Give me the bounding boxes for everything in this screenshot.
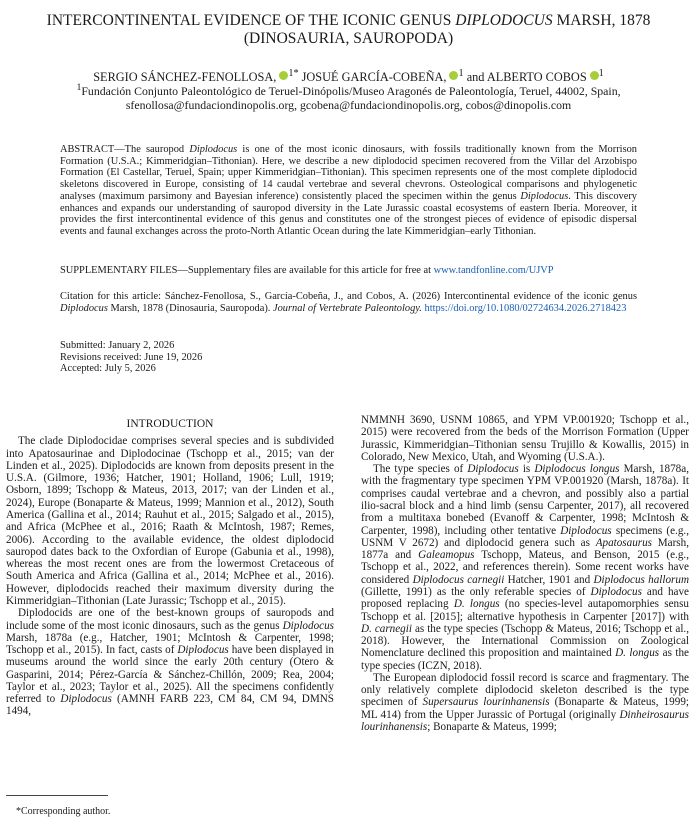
genus-name: Diplodocus <box>560 524 612 537</box>
abstract-text: ABSTRACT—The sauropod <box>60 144 190 155</box>
text: Hatcher, 1901 and <box>504 573 594 586</box>
text: and have proposed replacing <box>361 585 689 611</box>
species-name: Dinheirosaurus lourinhanensis <box>361 708 689 734</box>
accepted-date: Accepted: July 5, 2026 <box>60 363 156 375</box>
species-name: Diplodocus hallorum <box>593 573 690 586</box>
author-1: SERGIO SÁNCHEZ-FENOLLOSA, <box>93 70 277 85</box>
genus-name: Diplodocus <box>520 190 569 202</box>
title-line-2: (DINOSAURIA, SAUROPODA) <box>243 30 454 47</box>
text: specimens (e.g., USNM V 2672) and diplodocid genera such as <box>361 524 689 549</box>
footnote-rule <box>6 795 108 796</box>
supplementary-files <box>60 265 637 277</box>
supplementary-text: SUPPLEMENTARY FILES—Supplementary files are available for this article for free at <box>60 265 434 276</box>
genus-name: Galeamopus <box>418 549 475 562</box>
text: Diplodocids are one of the best-known groups of sauropods and include some of the most iconic dinosaurs, such as the genus <box>6 607 334 632</box>
doi-link[interactable]: https://doi.org/10.1080/02724634.2026.2718423 <box>424 302 627 314</box>
paragraph: The clade Diplodocidae comprises several species and is subdivided into Apatosaurinae and Diplodocinae (Tschopp et al., 2015; van der Linden et al., 2025). Diplodocids are known from deposits present in the U.S.A. (Gilmore, 1936; Hatcher, 1901; Holland, 1906; Lull, 1919; Osborn, 1899; Tschopp & Mateus, 2013, 2017; van der Linden et al., 2024), Europe (Bonaparte & Mateus, 1999; Mannion et al., 2012), South America (Gallina et al., 2014; Rauhut et al., 2015; Salgado et al., 2015), and Africa (McPhee et al., 2016; Raath & McIntosh, 1987; Remes, 2006). According to the available evidence, the oldest diplodocid sauropod dates back to the Oxfordian of Europe (Gabunia et al., 1998), whereas the most recent ones are from the lowermost Cretaceous of South America and Africa (Gallina et al., 2014; McPhee et al., 2016). However, diplodocids reached their maximum diversity during the Kimmeridgian–Tithonian (Late Jurassic; Tschopp et al., 2015). <box>6 435 334 607</box>
species-name: Diplodocus longus <box>534 463 620 476</box>
text: The type species of <box>373 463 468 476</box>
affiliation-line <box>14 81 683 98</box>
genus-name: Diplodocus <box>282 619 334 632</box>
journal-name: Journal of Vertebrate Paleontology. <box>273 302 422 314</box>
text: ; Bonaparte & Mateus, 1999; <box>427 721 557 734</box>
abstract-text: is one of the most iconic dinosaurs, with fossils traditionally known from the Morrison Formation (U.S.A.; Kimmeridgian–Tithonian). Here, we describe a new diplodocid specimen recovered from the Villar del Arzobispo Formation (El Castellar, Teruel, Spain; upper Kimmeridgian–Tithonian). This specimen represents one of the most complete diplodocid skeletons discovered in Europe, consisting of 14 caudal vertebrae and several chevrons. Osteological comparisons and phylogenetic analyses (maximum parsimony and Bayesian inference) consistently placed the specimen within the genus <box>60 144 637 202</box>
title-genus: DIPLODOCUS <box>455 12 553 29</box>
author-emails: sfenollosa@fundaciondinopolis.org, gcobena@fundaciondinopolis.org, cobos@dinopolis.com <box>125 97 572 112</box>
section-heading: INTRODUCTION <box>126 418 214 430</box>
species-name: D. longus <box>453 598 500 611</box>
paragraph <box>6 607 334 718</box>
author-3: and ALBERTO COBOS <box>466 70 587 85</box>
text: Marsh, 1878a, with the fragmentary type specimen YPM VP.001920 (Marsh, 1878a). It comprises caudal vertebrae and a chevron, and possibly also a partial ilio-sacral block and a hind limb (sensu Carpenter, 2017), all recovered from a multitaxa bonebed (Evanoff & Carpenter, 1998; McIntosh & Carpenter, 1998), including other tentative <box>361 463 689 537</box>
title-line-1 <box>14 12 683 30</box>
text: as the type species (Tschopp & Mateus, 2016; Tschopp et al., 2018). However, the International Commission on Zoological Nomenclature declined this proposition and maintained <box>361 622 689 660</box>
citation <box>60 291 637 314</box>
text: is <box>518 463 535 476</box>
genus-name: Diplodocus <box>467 463 519 476</box>
text: as the type species (ICZN, 2018). <box>361 647 689 672</box>
affiliation-mark: 1 <box>76 82 82 93</box>
species-name: Diplodocus carnegii <box>412 573 505 586</box>
title-text-end: MARSH, 1878 <box>552 12 651 29</box>
affiliation <box>14 81 683 112</box>
text: The European diplodocid fossil record is scarce and fragmentary. The only relatively complete diplodocid skeleton described is the type specimen of <box>361 671 689 709</box>
text: (AMNH FARB 223, CM 84, CM 94, DMNS 1494, <box>6 693 334 718</box>
genus-name: Diplodocus <box>60 302 108 314</box>
title-text: INTERCONTINENTAL EVIDENCE OF THE ICONIC GENUS <box>46 12 456 29</box>
text: Tschopp, Mateus, and Benson, 2015 (e.g., Tschopp et al., 2022, and references therein). Some recent works have considered <box>361 549 689 586</box>
paragraph: NMMNH 3690, USNM 10865, and YPM VP.001920; Tschopp et al., 2015) were recovered from the beds of the Morrison Formation (Upper Jurassic, Kimmeridgian–Tithonian sensu Trujillo & Kowallis, 2015) in Colorado, New Mexico, Utah, and Wyoming (U.S.A.). <box>361 414 689 463</box>
right-column <box>361 414 689 733</box>
citation-text: Marsh, 1878 (Dinosauria, Sauropoda). <box>107 302 273 314</box>
text: Marsh, 1878a (e.g., Hatcher, 1901; McIntosh & Carpenter, 1998; Tschopp et al., 2015). In fact, casts of <box>6 631 334 657</box>
genus-name: Diplodocus <box>590 585 642 598</box>
supplementary-link[interactable]: www.tandfonline.com/UJVP <box>433 265 554 276</box>
text: have been displayed in museums around the world since the early 20th century (Otero & Gasparini, 2014; Pérez-García & Sánchez-Chillón, 2009; Rea, 2004; Taylor et al., 2023; Taylor et al., 2025). All the specimens confidently referred to <box>6 644 334 706</box>
species-name: Supersaurus lourinhanensis <box>422 696 550 709</box>
revised-date: Revisions received: June 19, 2026 <box>60 351 203 363</box>
abstract <box>60 144 637 238</box>
author-3-mark: 1 <box>598 68 604 79</box>
author-2: JOSUÉ GARCÍA-COBEÑA, <box>301 70 447 85</box>
species-name: D. longus <box>615 647 660 660</box>
paragraph <box>361 463 689 672</box>
left-column <box>6 418 334 718</box>
species-name: D. carnegii <box>361 622 412 635</box>
footnote: *Corresponding author. <box>16 806 111 817</box>
text: Marsh, 1877a and <box>361 536 689 562</box>
orcid-icon[interactable] <box>590 71 599 80</box>
author-2-mark: 1 <box>458 68 464 79</box>
article-dates <box>60 340 637 375</box>
paragraph <box>361 672 689 733</box>
text: (Gillette, 1991) as the only referable species of <box>361 585 591 598</box>
submitted-date: Submitted: January 2, 2026 <box>60 340 175 351</box>
affiliation-text: Fundación Conjunto Paleontológico de Teruel-Dinópolis/Museo Aragonés de Paleontología, Teruel, 44002, Spain, <box>81 83 621 98</box>
genus-name: Apatosaurus <box>595 536 653 549</box>
article-title <box>14 12 683 48</box>
abstract-text: . This discovery enhances and expands our understanding of sauropod diversity in the Late Jurassic coastal ecosystems of eastern Iberia. Moreover, it provides the first intercontinental evidence of this genus and constitutes one of the strongest pieces of evidence of episodic dispersal events and faunal exchanges across the proto-North Atlantic Ocean during the late Kimmeridgian–early Tithonian. <box>60 190 637 237</box>
text: (Bonaparte & Mateus, 1999; ML 414) from the Upper Jurassic of Portugal (originally <box>361 696 689 721</box>
citation-text: Citation for this article: Sánchez-Fenollosa, S., García-Cobeña, J., and Cobos, A. (2026) Intercontinental evidence of the iconic genus <box>60 291 637 302</box>
text: (no species-level autapomorphies sensu Tschopp et al. [2015]; alternative hypothesis in Carpenter [2017]) with <box>361 598 690 623</box>
orcid-icon[interactable] <box>279 71 288 80</box>
genus-name: Diplodocus <box>60 693 112 706</box>
author-1-mark: 1* <box>288 68 299 79</box>
genus-name: Diplodocus <box>177 644 229 657</box>
genus-name: Diplodocus <box>189 144 238 155</box>
